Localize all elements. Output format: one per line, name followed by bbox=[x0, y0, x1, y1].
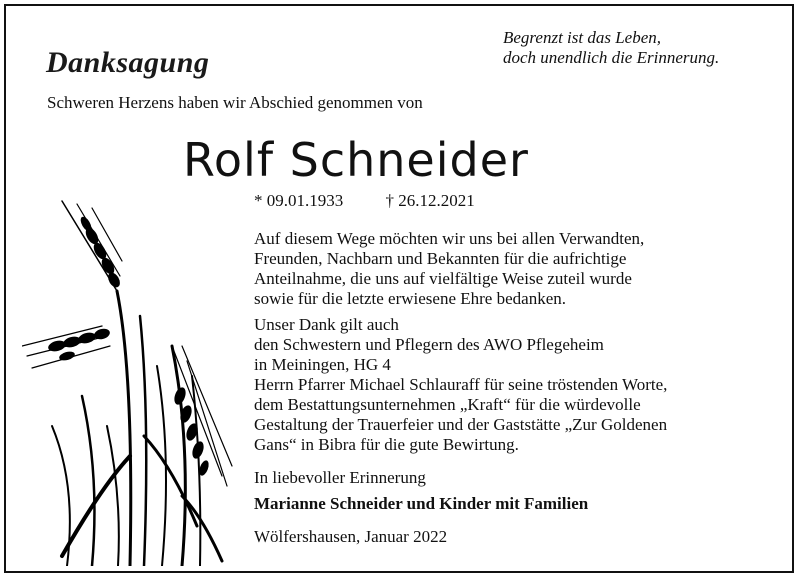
message-body bbox=[254, 229, 774, 547]
signature: Marianne Schneider und Kinder mit Familien bbox=[254, 494, 589, 513]
dank-line: in Meiningen, HG 4 bbox=[254, 355, 391, 374]
death-date: † 26.12.2021 bbox=[385, 191, 475, 210]
deceased-name: Rolf Schneider bbox=[183, 133, 529, 187]
birth-date: * 09.01.1933 bbox=[254, 191, 344, 210]
motto bbox=[503, 28, 719, 68]
thanks-line: Anteilnahme, die uns auf vielfältige Weise zuteil wurde bbox=[254, 269, 632, 288]
intro-text: Schweren Herzens haben wir Abschied genommen von bbox=[47, 93, 423, 112]
dank-line: Gestaltung der Trauerfeier und der Gaststätte „Zur Goldenen bbox=[254, 415, 668, 434]
motto-line: doch unendlich die Erinnerung. bbox=[503, 48, 720, 67]
dank-line: Unser Dank gilt auch bbox=[254, 315, 399, 334]
dank-line: Herrn Pfarrer Michael Schlauraff für seine tröstenden Worte, bbox=[254, 375, 668, 394]
dank-line: dem Bestattungsunternehmen „Kraft“ für die würdevolle bbox=[254, 395, 641, 414]
heading-danksagung: Danksagung bbox=[46, 46, 210, 79]
closing-text: In liebevoller Erinnerung bbox=[254, 468, 426, 487]
thanks-line: Auf diesem Wege möchten wir uns bei allen Verwandten, bbox=[254, 229, 645, 248]
place-date: Wölfershausen, Januar 2022 bbox=[254, 527, 448, 546]
motto-line: Begrenzt ist das Leben, bbox=[503, 28, 662, 47]
dank-line: den Schwestern und Pflegern des AWO Pflegeheim bbox=[254, 335, 604, 354]
thanks-line: Freunden, Nachbarn und Bekannten für die aufrichtige bbox=[254, 249, 627, 268]
wheat-illustration bbox=[22, 196, 237, 566]
thanks-line: sowie für die letzte erwiesene Ehre bedanken. bbox=[254, 289, 566, 308]
dank-line: Gans“ in Bibra für die gute Bewirtung. bbox=[254, 435, 519, 454]
life-dates bbox=[254, 191, 475, 211]
